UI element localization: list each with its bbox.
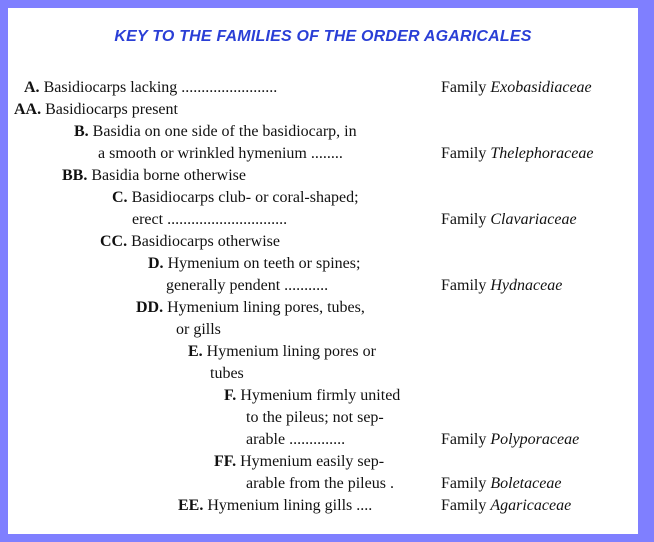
key-label: EE.	[178, 497, 204, 514]
family-word: Family	[441, 79, 487, 96]
key-line-c-cont	[132, 210, 287, 230]
key-text: Basidiocarps otherwise	[131, 233, 280, 250]
key-line-e	[188, 342, 376, 362]
key-label: DD.	[136, 299, 164, 316]
key-line-d	[148, 254, 360, 274]
key-label: E.	[188, 343, 203, 360]
family-name: Boletaceae	[490, 475, 562, 492]
page-title: KEY TO THE FAMILIES OF THE ORDER AGARICALES	[114, 28, 532, 45]
key-text: Hymenium firmly united	[240, 387, 401, 404]
family-result-hydnaceae	[441, 276, 562, 296]
key-line-cc	[100, 232, 280, 252]
key-text: Hymenium lining pores, tubes,	[167, 299, 365, 316]
key-line-ff-cont	[246, 474, 394, 494]
family-result-agaricaceae	[441, 496, 571, 516]
key-text: Basidiocarps lacking ........................	[43, 79, 278, 96]
key-text: Basidiocarps club- or coral-shaped;	[131, 189, 359, 206]
key-label: BB.	[62, 167, 88, 184]
key-label: C.	[112, 189, 128, 206]
family-name: Exobasidiaceae	[490, 79, 592, 96]
key-label: F.	[224, 387, 237, 404]
family-word: Family	[441, 475, 487, 492]
key-text: arable from the pileus .	[246, 475, 394, 492]
family-word: Family	[441, 145, 487, 162]
document-page	[8, 8, 638, 534]
key-line-f-cont	[246, 408, 384, 428]
family-result-thelephoraceae	[441, 144, 593, 164]
key-label: A.	[24, 79, 40, 96]
key-text: Basidiocarps present	[45, 101, 178, 118]
family-word: Family	[441, 277, 487, 294]
key-line-f	[224, 386, 400, 406]
key-line-aa	[14, 100, 178, 120]
family-word: Family	[441, 431, 487, 448]
key-text: Basidia on one side of the basidiocarp, in	[92, 123, 357, 140]
key-text: a smooth or wrinkled hymenium ........	[98, 145, 343, 162]
key-line-b	[74, 122, 357, 142]
key-text: generally pendent ...........	[166, 277, 329, 294]
key-label: FF.	[214, 453, 237, 470]
key-text: erect ..............................	[132, 211, 288, 228]
family-name: Clavariaceae	[490, 211, 577, 228]
key-line-e-cont	[210, 364, 244, 384]
key-line-bb	[62, 166, 246, 186]
key-line-ff	[214, 452, 384, 472]
key-line-c	[112, 188, 359, 208]
family-result-clavariaceae	[441, 210, 577, 230]
key-label: AA.	[14, 101, 42, 118]
family-result-polyporaceae	[441, 430, 579, 450]
key-text: Hymenium lining gills ....	[207, 497, 373, 514]
family-result-exobasidiaceae	[441, 78, 592, 98]
key-text: Basidia borne otherwise	[91, 167, 246, 184]
family-name: Thelephoraceae	[490, 145, 594, 162]
family-name: Polyporaceae	[490, 431, 580, 448]
key-label: D.	[148, 255, 164, 272]
key-line-ee	[178, 496, 372, 516]
key-line-b-cont	[98, 144, 343, 164]
family-name: Agaricaceae	[490, 497, 572, 514]
family-word: Family	[441, 497, 487, 514]
key-line-d-cont	[166, 276, 328, 296]
family-word: Family	[441, 211, 487, 228]
key-text: or gills	[176, 321, 221, 338]
key-text: Hymenium easily sep-	[240, 453, 385, 470]
key-text: Hymenium on teeth or spines;	[167, 255, 361, 272]
key-text: tubes	[210, 365, 244, 382]
key-label: CC.	[100, 233, 128, 250]
key-line-f-cont2	[246, 430, 345, 450]
family-result-boletaceae	[441, 474, 561, 494]
key-line-a	[24, 78, 277, 98]
key-line-dd	[136, 298, 365, 318]
family-name: Hydnaceae	[490, 277, 563, 294]
key-text: arable ..............	[246, 431, 346, 448]
key-line-dd-cont	[176, 320, 221, 340]
key-text: Hymenium lining pores or	[206, 343, 376, 360]
key-text: to the pileus; not sep-	[246, 409, 384, 426]
key-label: B.	[74, 123, 89, 140]
